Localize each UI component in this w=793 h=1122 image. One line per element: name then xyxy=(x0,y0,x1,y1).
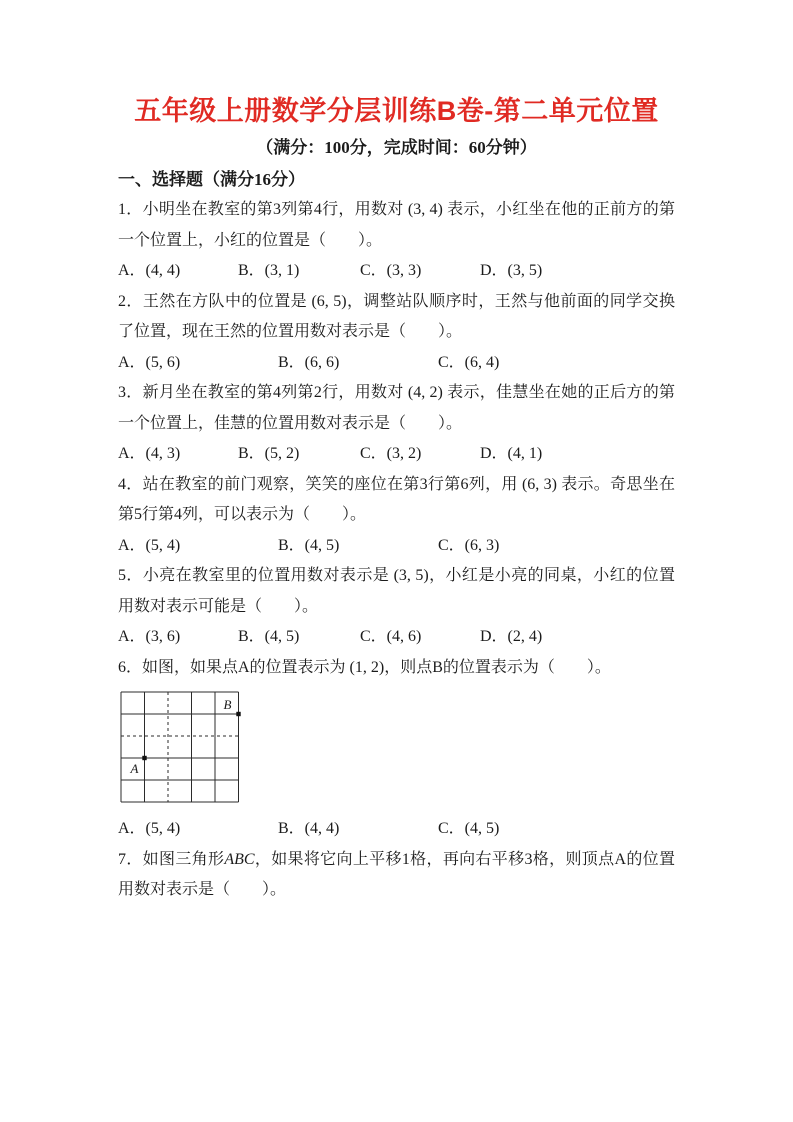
question-7-text-part2: ，如果将它向上平移1格，再向右平移3格，则顶点A的位置用数对表示是（ ）。 xyxy=(118,850,675,898)
question-2-text: 2．王然在方队中的位置是 (6, 5)，调整站队顺序时，王然与他前面的同学交换了位置，现在王然的位置用数对表示是（ ）。 xyxy=(118,292,675,340)
point-a-label: A xyxy=(130,761,139,776)
question-2-options xyxy=(118,348,675,379)
question-4-option-a: A．(5, 4) xyxy=(118,536,181,554)
question-2 xyxy=(118,287,675,379)
question-2-option-b: B．(6, 6) xyxy=(278,353,340,371)
question-1-options xyxy=(118,256,675,287)
question-4-text: 4．站在教室的前门观察，笑笑的座位在第3行第6列，用 (6, 3) 表示。奇思坐在第5行第4列，可以表示为（ ）。 xyxy=(118,475,675,523)
question-3-options xyxy=(118,439,675,470)
question-2-option-c: C．(6, 4) xyxy=(438,353,500,371)
question-6-option-c: C．(4, 5) xyxy=(438,820,500,837)
question-5 xyxy=(118,561,675,653)
question-4-option-b: B．(4, 5) xyxy=(278,536,340,554)
question-7-triangle-label: ABC xyxy=(224,850,255,868)
question-7-text-part1: 7．如图三角形 xyxy=(118,850,225,868)
question-5-option-c: C．(4, 6) xyxy=(360,628,422,645)
question-6 xyxy=(118,653,675,845)
point-a-dot xyxy=(142,756,146,760)
grid-svg xyxy=(120,691,242,804)
question-6-option-b: B．(4, 4) xyxy=(278,820,340,837)
question-6-option-a: A．(5, 4) xyxy=(118,820,181,837)
question-5-text: 5．小亮在教室里的位置用数对表示是 (3, 5)，小红是小亮的同桌，小红的位置用数对表示可能是（ ）。 xyxy=(118,567,675,615)
question-7 xyxy=(118,845,675,906)
question-1-option-b: B．(3, 1) xyxy=(238,262,300,279)
question-3-option-d: D．(4, 1) xyxy=(480,445,543,462)
question-3 xyxy=(118,378,675,470)
question-7-text xyxy=(118,845,675,906)
question-4-option-c: C．(6, 3) xyxy=(438,536,500,554)
question-5-options xyxy=(118,622,675,653)
question-5-option-d: D．(2, 4) xyxy=(480,628,543,645)
question-4 xyxy=(118,470,675,562)
question-6-options xyxy=(118,814,675,845)
question-1-option-a: A．(4, 4) xyxy=(118,262,181,279)
exam-content xyxy=(118,94,675,906)
question-3-option-b: B．(5, 2) xyxy=(238,445,300,462)
question-5-option-b: B．(4, 5) xyxy=(238,628,300,645)
question-1-text: 1．小明坐在教室的第3列第4行，用数对 (3, 4) 表示，小红坐在他的正前方的第一个位置上，小红的位置是（ ）。 xyxy=(118,201,675,249)
position-grid-figure xyxy=(120,691,675,804)
question-6-text: 6．如图，如果点A的位置表示为 (1, 2)，则点B的位置表示为（ ）。 xyxy=(118,658,611,676)
question-4-options xyxy=(118,531,675,562)
question-1 xyxy=(118,195,675,287)
question-1-option-d: D．(3, 5) xyxy=(480,262,543,279)
section-heading-choice: 一、选择题（满分16分） xyxy=(118,170,305,189)
question-3-option-a: A．(4, 3) xyxy=(118,445,181,462)
question-3-text: 3．新月坐在教室的第4列第2行，用数对 (4, 2) 表示，佳慧坐在她的正后方的第一个位置上，佳慧的位置用数对表示是（ ）。 xyxy=(118,384,675,432)
question-1-option-c: C．(3, 3) xyxy=(360,262,422,279)
question-5-option-a: A．(3, 6) xyxy=(118,628,181,645)
point-b-label: B xyxy=(223,697,232,712)
question-3-option-c: C．(3, 2) xyxy=(360,445,422,462)
exam-info: （满分：100分，完成时间：60分钟） xyxy=(256,138,537,157)
page-title: 五年级上册数学分层训练B卷-第二单元位置 xyxy=(134,96,659,126)
point-b-dot xyxy=(236,712,240,716)
question-2-option-a: A．(5, 6) xyxy=(118,353,181,371)
